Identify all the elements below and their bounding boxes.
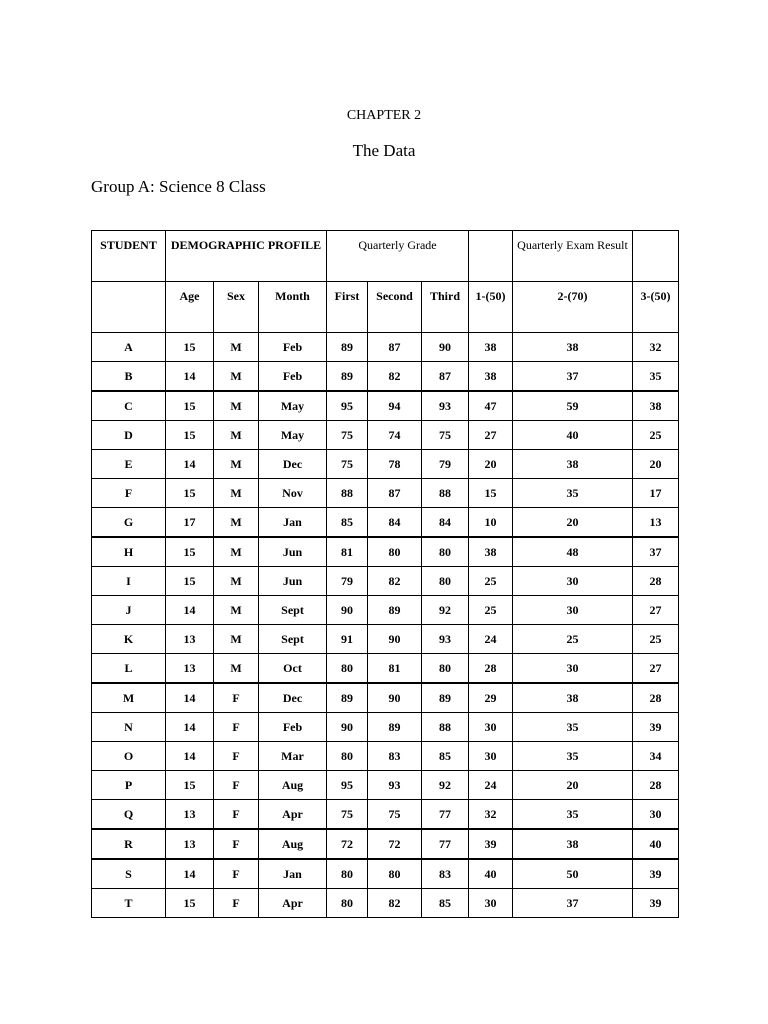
table-row [92, 654, 679, 684]
cell-sex: M [214, 391, 259, 421]
cell-third: 84 [422, 508, 469, 538]
cell-q2: 35 [513, 713, 633, 742]
cell-q1: 25 [469, 596, 513, 625]
subheader-third: Third [422, 282, 469, 333]
cell-age: 15 [166, 333, 214, 362]
cell-second: 83 [368, 742, 422, 771]
cell-age: 15 [166, 567, 214, 596]
cell-age: 14 [166, 362, 214, 392]
table-row [92, 683, 679, 713]
cell-sex: F [214, 800, 259, 830]
cell-third: 89 [422, 683, 469, 713]
header-quarterly-exam-result: Quarterly Exam Result [513, 231, 633, 282]
cell-first: 80 [327, 742, 368, 771]
cell-age: 14 [166, 596, 214, 625]
cell-student: L [92, 654, 166, 684]
cell-first: 81 [327, 537, 368, 567]
cell-q2: 50 [513, 859, 633, 889]
cell-month: Oct [259, 654, 327, 684]
cell-month: May [259, 391, 327, 421]
cell-age: 13 [166, 800, 214, 830]
cell-q3: 25 [633, 421, 679, 450]
cell-second: 72 [368, 829, 422, 859]
cell-student: H [92, 537, 166, 567]
cell-sex: F [214, 742, 259, 771]
cell-age: 14 [166, 859, 214, 889]
cell-age: 15 [166, 889, 214, 918]
cell-third: 75 [422, 421, 469, 450]
header-row-1 [92, 231, 679, 282]
table-row [92, 596, 679, 625]
table-row [92, 889, 679, 918]
subheader-second: Second [368, 282, 422, 333]
cell-age: 15 [166, 391, 214, 421]
cell-second: 90 [368, 683, 422, 713]
cell-student: K [92, 625, 166, 654]
cell-first: 79 [327, 567, 368, 596]
cell-month: Feb [259, 362, 327, 392]
cell-q2: 30 [513, 654, 633, 684]
table-row [92, 508, 679, 538]
subheader-age: Age [166, 282, 214, 333]
cell-q1: 38 [469, 537, 513, 567]
cell-first: 80 [327, 654, 368, 684]
page-title: The Data [352, 141, 416, 160]
cell-q2: 38 [513, 683, 633, 713]
cell-student: F [92, 479, 166, 508]
cell-second: 94 [368, 391, 422, 421]
cell-month: Apr [259, 889, 327, 918]
cell-second: 82 [368, 567, 422, 596]
cell-q3: 25 [633, 625, 679, 654]
cell-third: 88 [422, 479, 469, 508]
cell-second: 87 [368, 479, 422, 508]
cell-third: 77 [422, 829, 469, 859]
cell-sex: M [214, 596, 259, 625]
subheader-student [92, 282, 166, 333]
cell-first: 75 [327, 421, 368, 450]
cell-sex: M [214, 654, 259, 684]
cell-student: P [92, 771, 166, 800]
table-row [92, 771, 679, 800]
cell-student: Q [92, 800, 166, 830]
cell-month: Jun [259, 567, 327, 596]
cell-q1: 15 [469, 479, 513, 508]
cell-first: 80 [327, 889, 368, 918]
cell-q1: 40 [469, 859, 513, 889]
cell-second: 81 [368, 654, 422, 684]
cell-third: 92 [422, 596, 469, 625]
cell-first: 90 [327, 596, 368, 625]
cell-sex: F [214, 829, 259, 859]
cell-sex: F [214, 771, 259, 800]
cell-first: 90 [327, 713, 368, 742]
cell-month: Nov [259, 479, 327, 508]
cell-q2: 35 [513, 479, 633, 508]
cell-q3: 17 [633, 479, 679, 508]
cell-age: 14 [166, 450, 214, 479]
cell-q2: 48 [513, 537, 633, 567]
group-heading: Group A: Science 8 Class [91, 177, 266, 196]
cell-q1: 32 [469, 800, 513, 830]
cell-second: 84 [368, 508, 422, 538]
cell-q3: 39 [633, 859, 679, 889]
cell-q1: 30 [469, 742, 513, 771]
cell-student: C [92, 391, 166, 421]
cell-first: 91 [327, 625, 368, 654]
cell-q2: 38 [513, 450, 633, 479]
cell-q1: 24 [469, 771, 513, 800]
cell-month: May [259, 421, 327, 450]
cell-second: 80 [368, 537, 422, 567]
cell-q3: 37 [633, 537, 679, 567]
cell-q1: 30 [469, 713, 513, 742]
cell-second: 82 [368, 889, 422, 918]
cell-q2: 37 [513, 889, 633, 918]
cell-student: D [92, 421, 166, 450]
cell-q2: 37 [513, 362, 633, 392]
cell-month: Dec [259, 450, 327, 479]
cell-q3: 13 [633, 508, 679, 538]
cell-month: Jan [259, 859, 327, 889]
subheader-sex: Sex [214, 282, 259, 333]
cell-student: G [92, 508, 166, 538]
table-row [92, 713, 679, 742]
cell-sex: M [214, 450, 259, 479]
cell-second: 78 [368, 450, 422, 479]
header-blank-2 [633, 231, 679, 282]
cell-month: Feb [259, 333, 327, 362]
cell-sex: M [214, 508, 259, 538]
cell-third: 90 [422, 333, 469, 362]
table-row [92, 333, 679, 362]
cell-sex: M [214, 479, 259, 508]
cell-q2: 30 [513, 567, 633, 596]
cell-q3: 34 [633, 742, 679, 771]
cell-sex: F [214, 859, 259, 889]
cell-q3: 40 [633, 829, 679, 859]
cell-sex: M [214, 333, 259, 362]
subheader-exam-3: 3-(50) [633, 282, 679, 333]
cell-age: 15 [166, 771, 214, 800]
cell-first: 75 [327, 450, 368, 479]
cell-sex: F [214, 713, 259, 742]
cell-q1: 38 [469, 333, 513, 362]
cell-q1: 28 [469, 654, 513, 684]
cell-second: 75 [368, 800, 422, 830]
cell-student: O [92, 742, 166, 771]
cell-q3: 27 [633, 596, 679, 625]
cell-second: 90 [368, 625, 422, 654]
cell-third: 85 [422, 742, 469, 771]
header-student: STUDENT [92, 231, 166, 282]
cell-student: S [92, 859, 166, 889]
cell-student: R [92, 829, 166, 859]
cell-third: 92 [422, 771, 469, 800]
cell-student: T [92, 889, 166, 918]
cell-q1: 25 [469, 567, 513, 596]
cell-third: 85 [422, 889, 469, 918]
cell-q1: 30 [469, 889, 513, 918]
cell-first: 88 [327, 479, 368, 508]
table-row [92, 450, 679, 479]
cell-age: 15 [166, 421, 214, 450]
cell-month: Apr [259, 800, 327, 830]
cell-second: 82 [368, 362, 422, 392]
cell-second: 74 [368, 421, 422, 450]
table-row [92, 859, 679, 889]
cell-first: 85 [327, 508, 368, 538]
cell-first: 72 [327, 829, 368, 859]
data-table [91, 230, 679, 918]
cell-third: 80 [422, 567, 469, 596]
cell-third: 77 [422, 800, 469, 830]
cell-q2: 30 [513, 596, 633, 625]
cell-q1: 24 [469, 625, 513, 654]
cell-sex: M [214, 567, 259, 596]
cell-second: 80 [368, 859, 422, 889]
table-row [92, 625, 679, 654]
cell-age: 15 [166, 537, 214, 567]
cell-student: E [92, 450, 166, 479]
cell-q3: 32 [633, 333, 679, 362]
cell-month: Sept [259, 596, 327, 625]
table-row [92, 421, 679, 450]
cell-q2: 35 [513, 800, 633, 830]
cell-q3: 20 [633, 450, 679, 479]
cell-q3: 39 [633, 713, 679, 742]
cell-month: Feb [259, 713, 327, 742]
cell-age: 14 [166, 713, 214, 742]
header-quarterly-grade: Quarterly Grade [327, 231, 469, 282]
table-row [92, 391, 679, 421]
cell-first: 80 [327, 859, 368, 889]
subheader-exam-1: 1-(50) [469, 282, 513, 333]
cell-q1: 27 [469, 421, 513, 450]
cell-month: Aug [259, 829, 327, 859]
header-blank [469, 231, 513, 282]
cell-first: 95 [327, 771, 368, 800]
cell-age: 14 [166, 742, 214, 771]
cell-student: N [92, 713, 166, 742]
cell-q1: 20 [469, 450, 513, 479]
cell-second: 89 [368, 713, 422, 742]
cell-q3: 27 [633, 654, 679, 684]
cell-second: 89 [368, 596, 422, 625]
cell-q2: 20 [513, 771, 633, 800]
cell-age: 13 [166, 829, 214, 859]
table-row [92, 537, 679, 567]
cell-student: B [92, 362, 166, 392]
cell-sex: M [214, 362, 259, 392]
cell-q3: 30 [633, 800, 679, 830]
cell-third: 93 [422, 625, 469, 654]
cell-age: 17 [166, 508, 214, 538]
cell-month: Sept [259, 625, 327, 654]
subheader-exam-2: 2-(70) [513, 282, 633, 333]
table-row [92, 567, 679, 596]
cell-second: 87 [368, 333, 422, 362]
cell-age: 13 [166, 654, 214, 684]
cell-first: 89 [327, 683, 368, 713]
cell-q2: 25 [513, 625, 633, 654]
cell-month: Jan [259, 508, 327, 538]
header-row-2 [92, 282, 679, 333]
cell-q3: 28 [633, 567, 679, 596]
cell-student: A [92, 333, 166, 362]
cell-sex: M [214, 625, 259, 654]
cell-q1: 38 [469, 362, 513, 392]
table-row [92, 362, 679, 392]
table-row [92, 829, 679, 859]
cell-q1: 47 [469, 391, 513, 421]
cell-third: 80 [422, 654, 469, 684]
cell-q3: 28 [633, 771, 679, 800]
cell-month: Dec [259, 683, 327, 713]
cell-third: 87 [422, 362, 469, 392]
table-body [92, 333, 679, 918]
cell-q3: 35 [633, 362, 679, 392]
cell-third: 80 [422, 537, 469, 567]
cell-third: 83 [422, 859, 469, 889]
cell-first: 89 [327, 362, 368, 392]
cell-q2: 59 [513, 391, 633, 421]
cell-student: M [92, 683, 166, 713]
cell-second: 93 [368, 771, 422, 800]
cell-third: 88 [422, 713, 469, 742]
cell-age: 13 [166, 625, 214, 654]
header-demographic-profile: DEMOGRAPHIC PROFILE [166, 231, 327, 282]
table-row [92, 479, 679, 508]
cell-month: Aug [259, 771, 327, 800]
cell-q3: 38 [633, 391, 679, 421]
cell-sex: F [214, 683, 259, 713]
cell-q1: 39 [469, 829, 513, 859]
chapter-label: CHAPTER 2 [346, 108, 422, 123]
cell-age: 14 [166, 683, 214, 713]
cell-q1: 29 [469, 683, 513, 713]
table-row [92, 800, 679, 830]
cell-month: Jun [259, 537, 327, 567]
cell-student: I [92, 567, 166, 596]
cell-third: 93 [422, 391, 469, 421]
cell-third: 79 [422, 450, 469, 479]
cell-first: 75 [327, 800, 368, 830]
cell-age: 15 [166, 479, 214, 508]
cell-first: 95 [327, 391, 368, 421]
cell-q2: 20 [513, 508, 633, 538]
cell-q1: 10 [469, 508, 513, 538]
cell-q2: 40 [513, 421, 633, 450]
cell-sex: F [214, 889, 259, 918]
cell-q2: 38 [513, 333, 633, 362]
subheader-first: First [327, 282, 368, 333]
cell-q2: 35 [513, 742, 633, 771]
cell-sex: M [214, 421, 259, 450]
cell-q3: 39 [633, 889, 679, 918]
cell-q3: 28 [633, 683, 679, 713]
subheader-month: Month [259, 282, 327, 333]
cell-month: Mar [259, 742, 327, 771]
cell-q2: 38 [513, 829, 633, 859]
cell-first: 89 [327, 333, 368, 362]
cell-student: J [92, 596, 166, 625]
table-row [92, 742, 679, 771]
cell-sex: M [214, 537, 259, 567]
